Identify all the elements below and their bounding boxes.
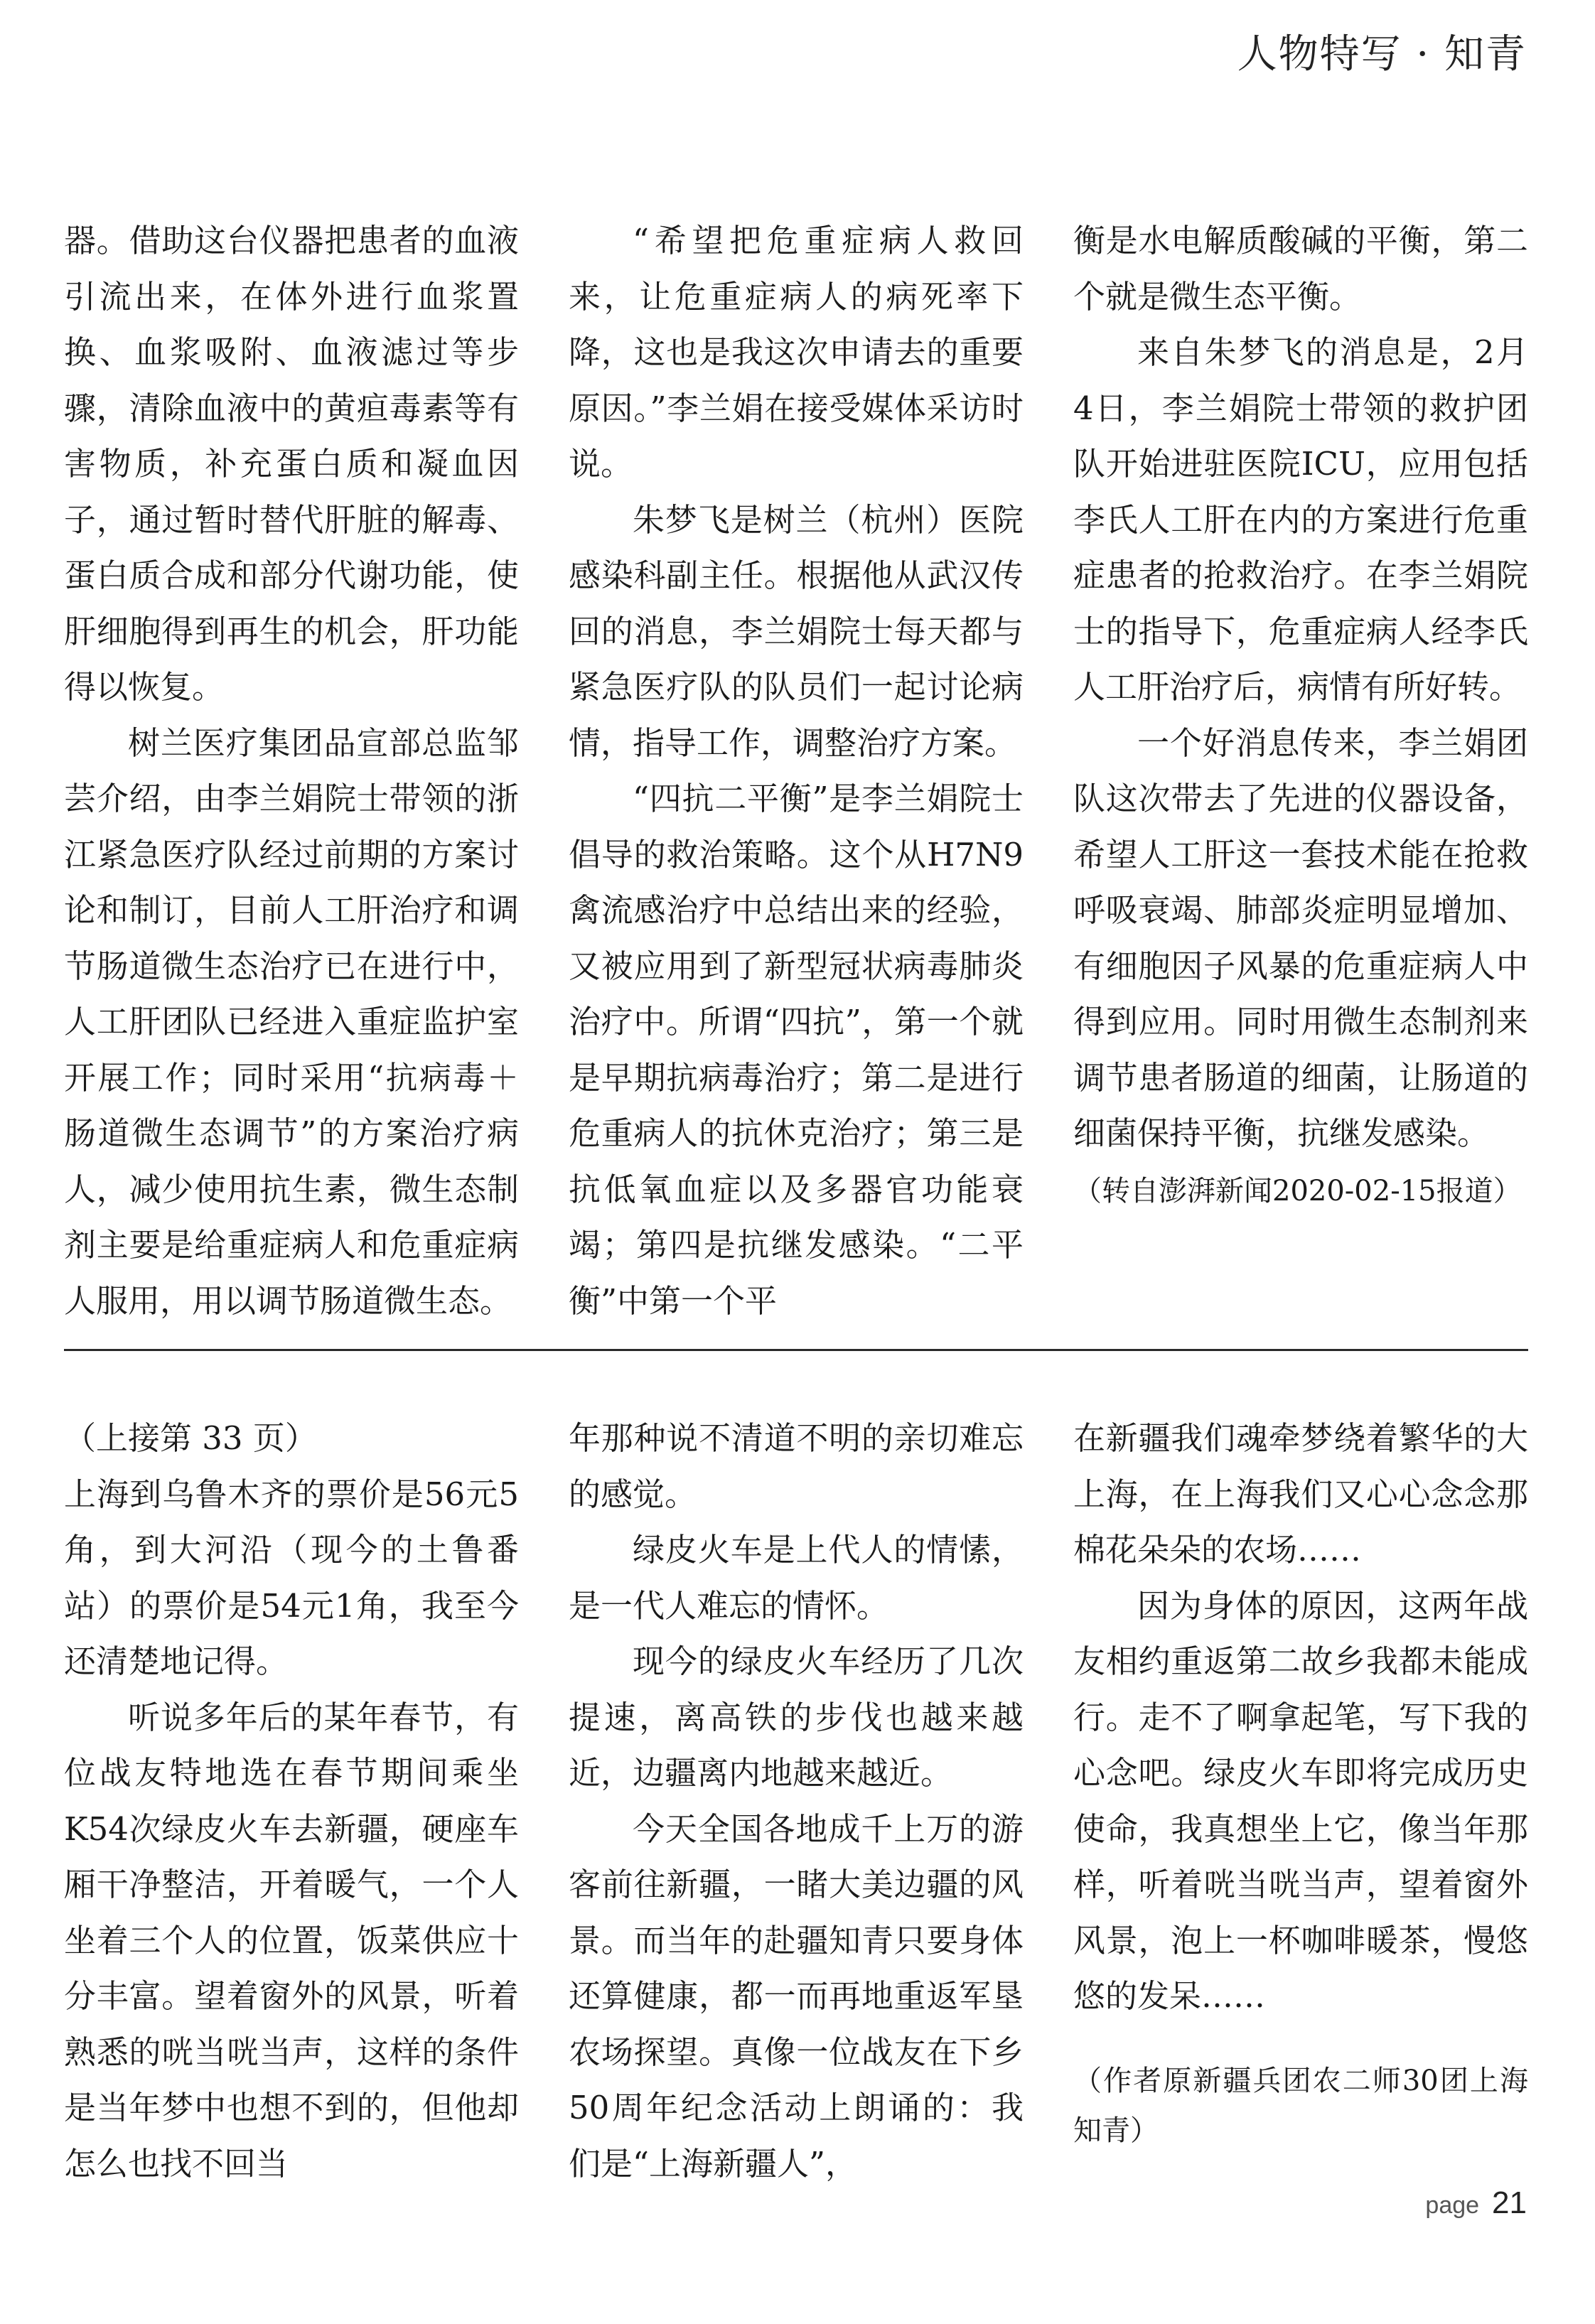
paragraph: “四抗二平衡”是李兰娟院士倡导的救治策略。这个从H7N9禽流感治疗中总结出来的经验，又被应用到了新型冠状病毒肺炎治疗中。所谓“四抗”，第一个就是早期抗病毒治疗；第二是进行危重病人的抗休克治疗；第三是抗低氧血症以及多器官功能衰竭；第四是抗继发感染。“二平衡”中第一个平: [569, 780, 1024, 1320]
paragraph: 一个好消息传来，李兰娟团队这次带去了先进的仪器设备，希望人工肝这一套技术能在抢救呼吸衰竭、肺部炎症明显增加、有细胞因子风暴的危重症病人中得到应用。同时用微生态制剂来调节患者肠道的细菌，让肠道的细菌保持平衡，抗继发感染。: [1073, 723, 1528, 1152]
article-top-column-2: [569, 213, 1024, 1329]
paragraph: 听说多年后的某年春节，有位战友特地选在春节期间乘坐K54次绿皮火车去新疆，硬座车厢干净整洁，开着暖气，一个人坐着三个人的位置，饭菜供应十分丰富。望着窗外的风景，听着熟悉的咣当咣当声，这样的条件是当年梦中也想不到的，但他却怎么也找不回当: [64, 1698, 519, 2183]
paragraph: 今天全国各地成千上万的游客前往新疆，一睹大美边疆的风景。而当年的赴疆知青只要身体还算健康，都一而再地重返军垦农场探望。真像一位战友在下乡50周年纪念活动上朗诵的：我们是“上海新疆人”，: [569, 1809, 1024, 2183]
section-header: 人物特写 · 知青: [1237, 31, 1527, 77]
paragraph: 因为身体的原因，这两年战友相约重返第二故乡我都未能成行。走不了啊拿起笔，写下我的心念吧。绿皮火车即将完成历史使命，我真想坐上它，像当年那样，听着咣当咣当声，望着窗外风景，泡上一杯咖啡暖茶，慢悠悠的发呆……: [1073, 1586, 1528, 2015]
page-footer: [1425, 2185, 1527, 2221]
article-top: [64, 213, 1528, 1320]
article-top-column-3: [1073, 213, 1528, 1216]
continued-note: （上接第 33 页）: [64, 1419, 317, 1457]
source-note: （转自澎湃新闻2020-02-15报道）: [1073, 1174, 1522, 1207]
paragraph: 来自朱梦飞的消息是，2月4日，李兰娟院士带领的救护团队开始进驻医院ICU，应用包括李氏人工肝在内的方案进行危重症患者的抢救治疗。在李兰娟院士的指导下，危重症病人经李氏人工肝治疗后，病情有所好转。: [1073, 333, 1528, 706]
section-divider: [64, 1349, 1528, 1351]
article-bottom-column-2: [569, 1411, 1024, 2192]
paragraph: 朱梦飞是树兰（杭州）医院感染科副主任。根据他从武汉传回的消息，李兰娟院士每天都与紧急医疗队的队员们一起讨论病情，指导工作，调整治疗方案。: [569, 500, 1024, 762]
page-label: page: [1425, 2192, 1480, 2219]
author-note: （作者原新疆兵团农二师30团上海知青）: [1073, 2064, 1528, 2147]
paragraph: 年那种说不清道不明的亲切难忘的感觉。: [569, 1419, 1024, 1513]
paragraph: 衡是水电解质酸碱的平衡，第二个就是微生态平衡。: [1073, 222, 1528, 316]
paragraph: 现今的绿皮火车经历了几次提速，离高铁的步伐也越来越近，边疆离内地越来越近。: [569, 1642, 1024, 1792]
paragraph: 在新疆我们魂牵梦绕着繁华的大上海，在上海我们又心心念念那棉花朵朵的农场……: [1073, 1419, 1528, 1569]
page-number: 21: [1492, 2185, 1527, 2220]
article-bottom-column-1: [64, 1411, 519, 2192]
paragraph: 上海到乌鲁木齐的票价是56元5角，到大河沿（现今的土鲁番站）的票价是54元1角，我至今还清楚地记得。: [64, 1475, 519, 1680]
paragraph: 树兰医疗集团品宣部总监邹芸介绍，由李兰娟院士带领的浙江紧急医疗队经过前期的方案讨论和制订，目前人工肝治疗和调节肠道微生态治疗已在进行中，人工肝团队已经进入重症监护室开展工作；同时采用“抗病毒＋肠道微生态调节”的方案治疗病人，减少使用抗生素，微生态制剂主要是给重症病人和危重症病人服用，用以调节肠道微生态。: [64, 723, 519, 1320]
article-bottom: [64, 1411, 1528, 2200]
paragraph: 绿皮火车是上代人的情愫，是一代人难忘的情怀。: [569, 1531, 1024, 1625]
paragraph: “希望把危重症病人救回来，让危重症病人的病死率下降，这也是我这次申请去的重要原因。”李兰娟在接受媒体采访时说。: [569, 222, 1024, 483]
article-top-column-1: [64, 213, 519, 1329]
article-bottom-column-3: [1073, 1411, 1528, 2156]
paragraph: 器。借助这台仪器把患者的血液引流出来，在体外进行血浆置换、血浆吸附、血液滤过等步骤，清除血液中的黄疸毒素等有害物质，补充蛋白质和凝血因子，通过暂时替代肝脏的解毒、蛋白质合成和部分代谢功能，使肝细胞得到再生的机会，肝功能得以恢复。: [64, 222, 519, 706]
